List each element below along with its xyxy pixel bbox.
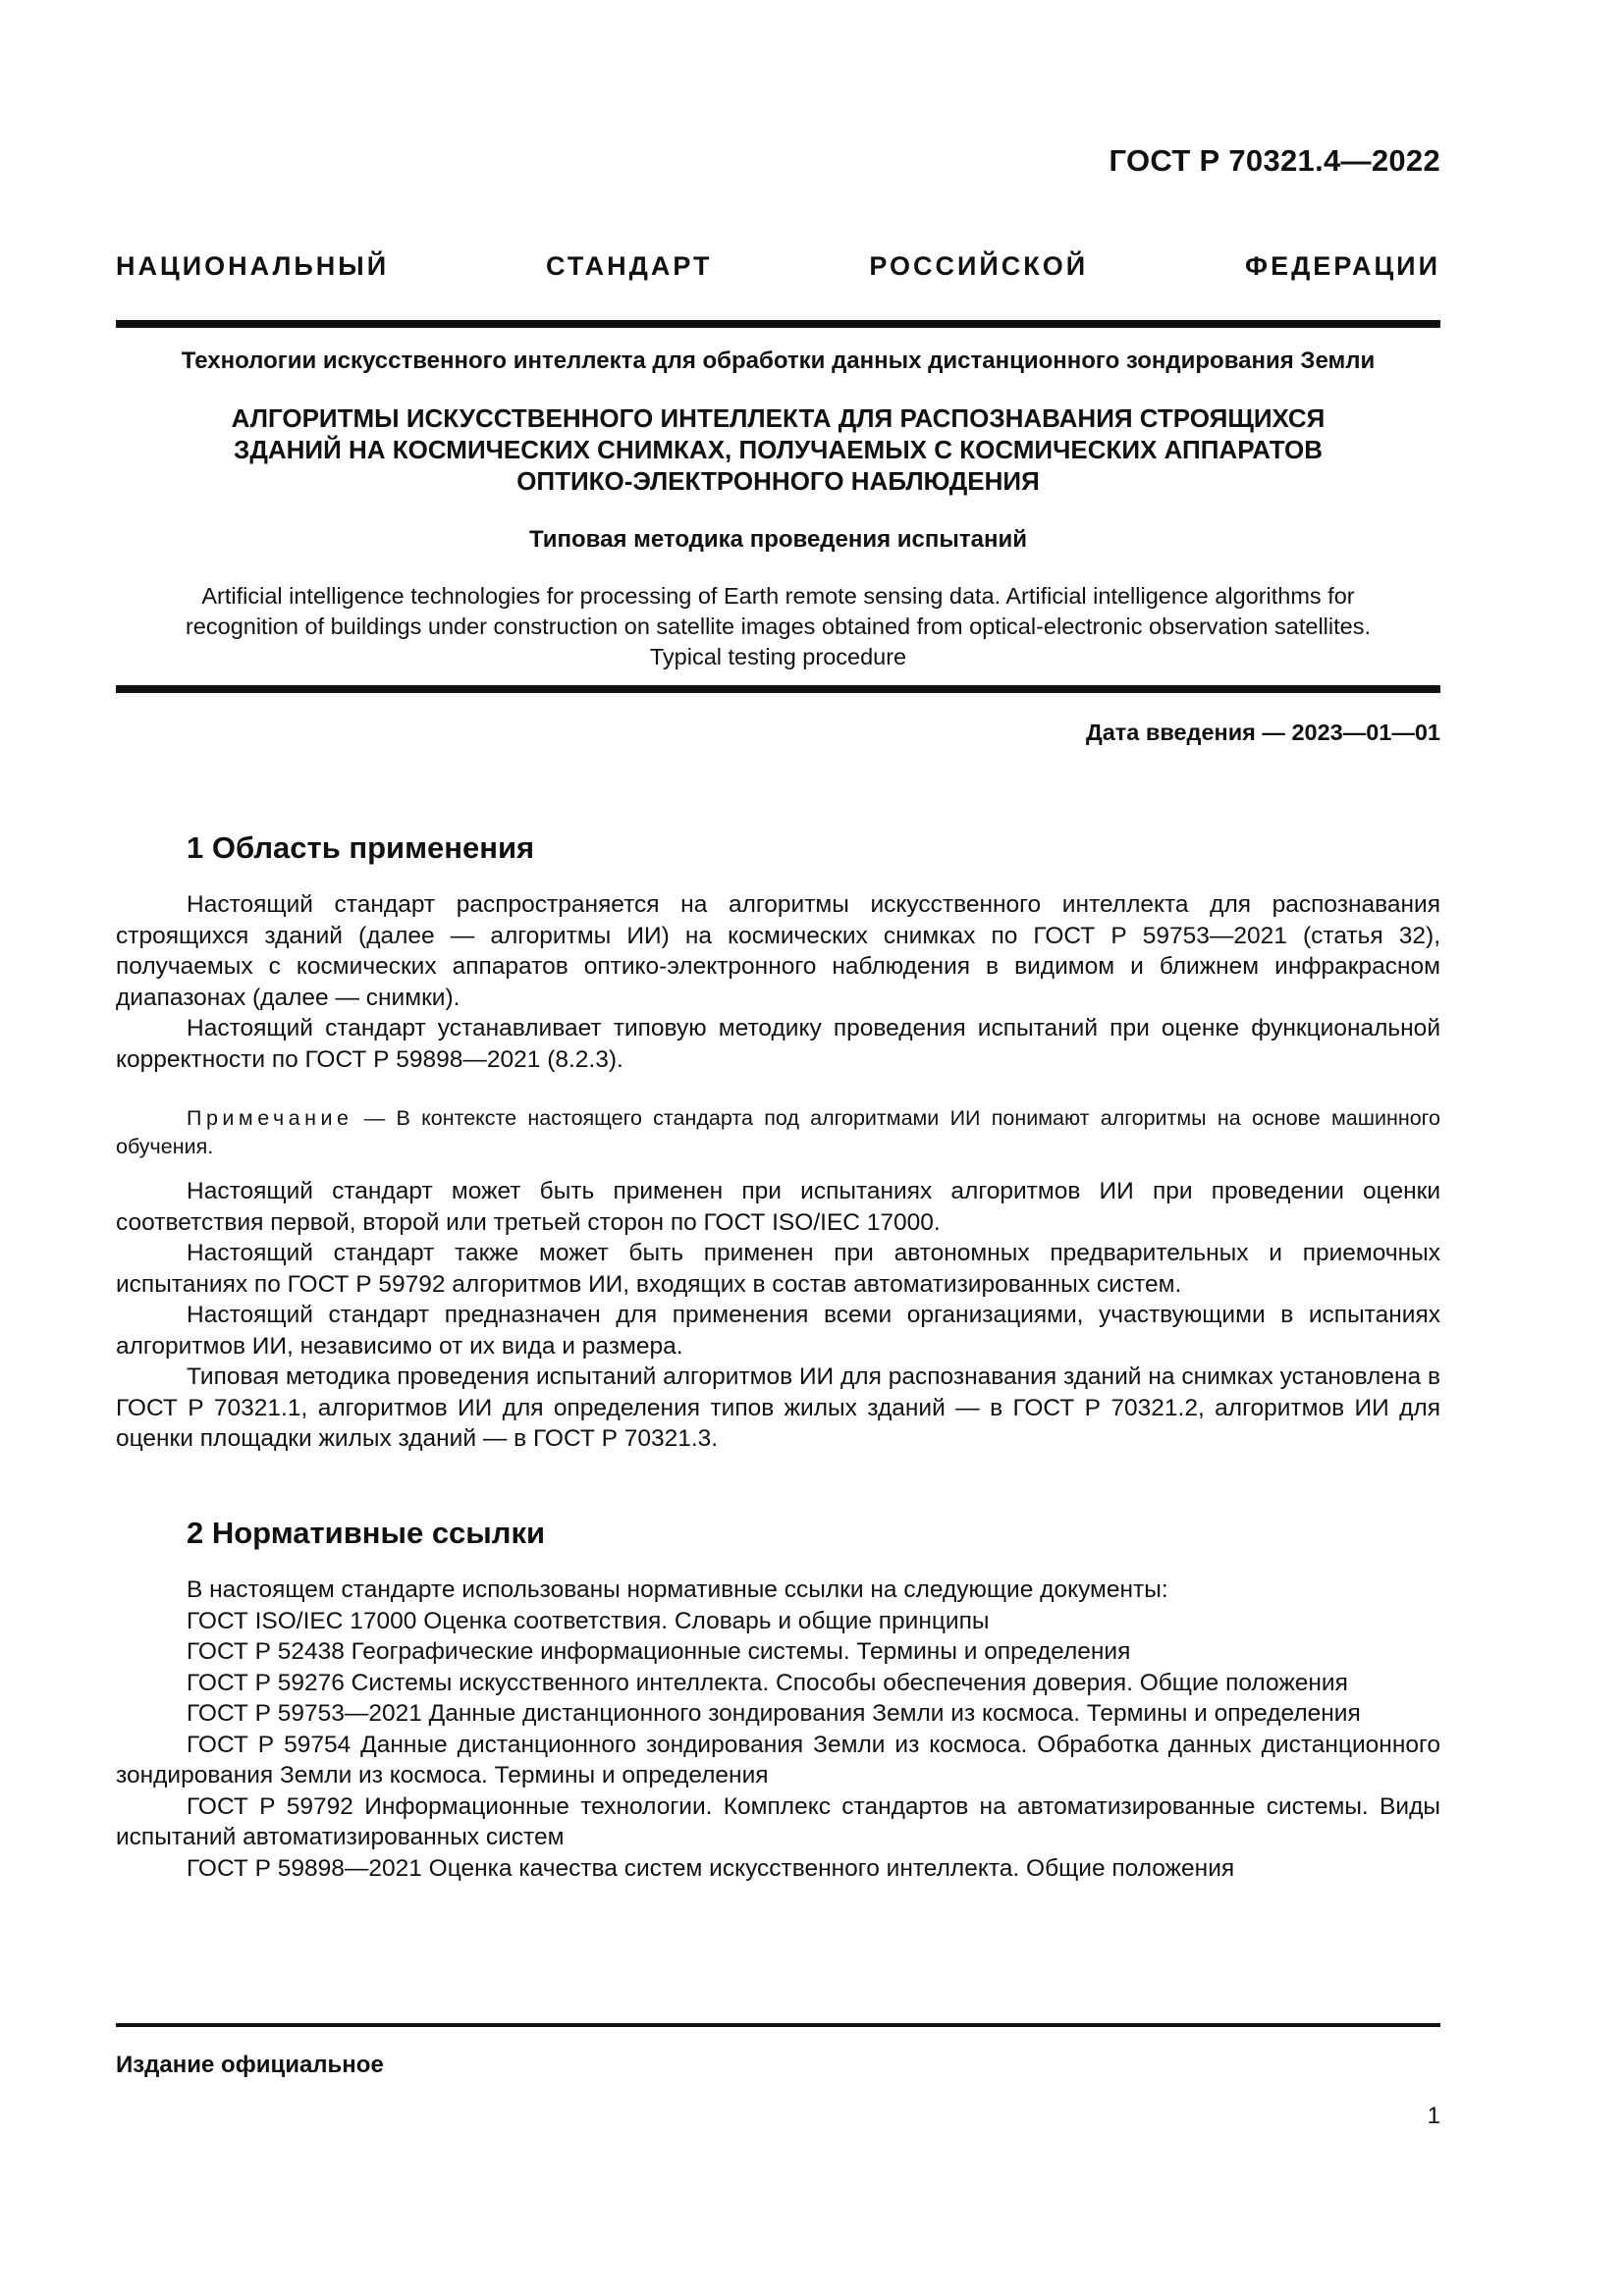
series-title: Технологии искусственного интеллекта для обработки данных дистанционного зондирования Земли — [181, 347, 1376, 374]
title-bottom-rule — [116, 685, 1440, 693]
paragraph: Настоящий стандарт предназначен для применения всеми организациями, участвующими в испытаниях алгоритмов ИИ, независимо от их вида и размера. — [116, 1302, 1440, 1360]
standard-number: ГОСТ Р 70321.4—2022 — [1109, 143, 1440, 178]
note-label: Примечание — [187, 1106, 353, 1130]
section-1-body-continued — [116, 1176, 1440, 1455]
title-line: ЗДАНИЙ НА КОСМИЧЕСКИХ СНИМКАХ, ПОЛУЧАЕМЫХ С КОСМИЧЕСКИХ АППАРАТОВ — [234, 435, 1323, 464]
note — [116, 1104, 1440, 1161]
paragraph: Настоящий стандарт распространяется на алгоритмы искусственного интеллекта для распознавания строящихся зданий (далее — алгоритмы ИИ) на космических снимках по ГОСТ Р 59753—2021 (статья 32), получаемых с космических аппаратов оптико-электронного наблюдения в видимом и ближнем инфракрасном диапазонах (далее — снимки). — [116, 891, 1440, 1011]
reference-item: ГОСТ Р 59276 Системы искусственного интеллекта. Способы обеспечения доверия. Общие положения — [187, 1669, 1348, 1696]
reference-item: ГОСТ ISO/IEC 17000 Оценка соответствия. Словарь и общие принципы — [187, 1607, 990, 1634]
paragraph: Настоящий стандарт может быть применен при испытаниях алгоритмов ИИ при проведении оценки соответствия первой, второй или третьей сторон по ГОСТ ISO/IEC 17000. — [116, 1178, 1440, 1236]
paragraph: Настоящий стандарт также может быть применен при автономных предварительных и приемочных испытаниях по ГОСТ Р 59792 алгоритмов ИИ, входящих в состав автоматизированных систем. — [116, 1240, 1440, 1298]
reference-item: ГОСТ Р 59792 Информационные технологии. Комплекс стандартов на автоматизированные системы. Виды испытаний автоматизированных систем — [116, 1792, 1440, 1850]
reference-item: ГОСТ Р 59754 Данные дистанционного зондирования Земли из космоса. Обработка данных дистанционного зондирования Земли из космоса. Термины и определения — [116, 1731, 1440, 1789]
footer-rule — [116, 2023, 1440, 2027]
reference-item: ГОСТ Р 59753—2021 Данные дистанционного зондирования Земли из космоса. Термины и определения — [187, 1700, 1361, 1727]
note-text: — В контексте настоящего стандарта под алгоритмами ИИ понимают алгоритмы на основе машинного обучения. — [116, 1106, 1440, 1158]
section-1-body — [116, 889, 1440, 1075]
english-title-line: Artificial intelligence technologies for processing of Earth remote sensing data. Artificial intelligence algorithms for — [201, 583, 1355, 609]
references-intro: В настоящем стандарте использованы нормативные ссылки на следующие документы: — [187, 1576, 1168, 1603]
reference-item: ГОСТ Р 52438 Географические информационные системы. Термины и определения — [187, 1638, 1131, 1665]
document-subtitle: Типовая методика проведения испытаний — [529, 526, 1027, 553]
english-title-line: recognition of buildings under construction on satellite images obtained from optical-electronic observation satellites. — [185, 614, 1371, 639]
paragraph: Настоящий стандарт устанавливает типовую методику проведения испытаний при оценке функциональной корректности по ГОСТ Р 59898—2021 (8.2.3). — [116, 1015, 1440, 1073]
english-title-line: Typical testing procedure — [649, 644, 907, 669]
english-title — [116, 581, 1440, 672]
section-2-heading: 2 Нормативные ссылки — [187, 1516, 546, 1550]
top-rule — [116, 320, 1440, 328]
reference-item: ГОСТ Р 59898—2021 Оценка качества систем искусственного интеллекта. Общие положения — [187, 1854, 1235, 1882]
normative-references — [116, 1575, 1440, 1884]
national-standard-banner: НАЦИОНАЛЬНЫЙ СТАНДАРТ РОССИЙСКОЙ ФЕДЕРАЦИИ — [116, 251, 1440, 281]
introduction-date: Дата введения — 2023—01—01 — [1085, 720, 1440, 745]
section-1-heading: 1 Область применения — [187, 830, 535, 865]
document-title — [147, 402, 1409, 497]
title-line: АЛГОРИТМЫ ИСКУССТВЕННОГО ИНТЕЛЛЕКТА ДЛЯ РАСПОЗНАВАНИЯ СТРОЯЩИХСЯ — [231, 403, 1326, 433]
title-line: ОПТИКО-ЭЛЕКТРОННОГО НАБЛЮДЕНИЯ — [516, 466, 1040, 496]
official-edition-label: Издание официальное — [116, 2052, 384, 2078]
paragraph: Типовая методика проведения испытаний алгоритмов ИИ для распознавания зданий на снимках установлена в ГОСТ Р 70321.1, алгоритмов ИИ для определения типов жилых зданий — в ГОСТ Р 70321.2, алгоритмов ИИ для оценки площадки жилых зданий — в ГОСТ Р 70321.3. — [116, 1363, 1440, 1452]
page-number: 1 — [1427, 2103, 1440, 2129]
